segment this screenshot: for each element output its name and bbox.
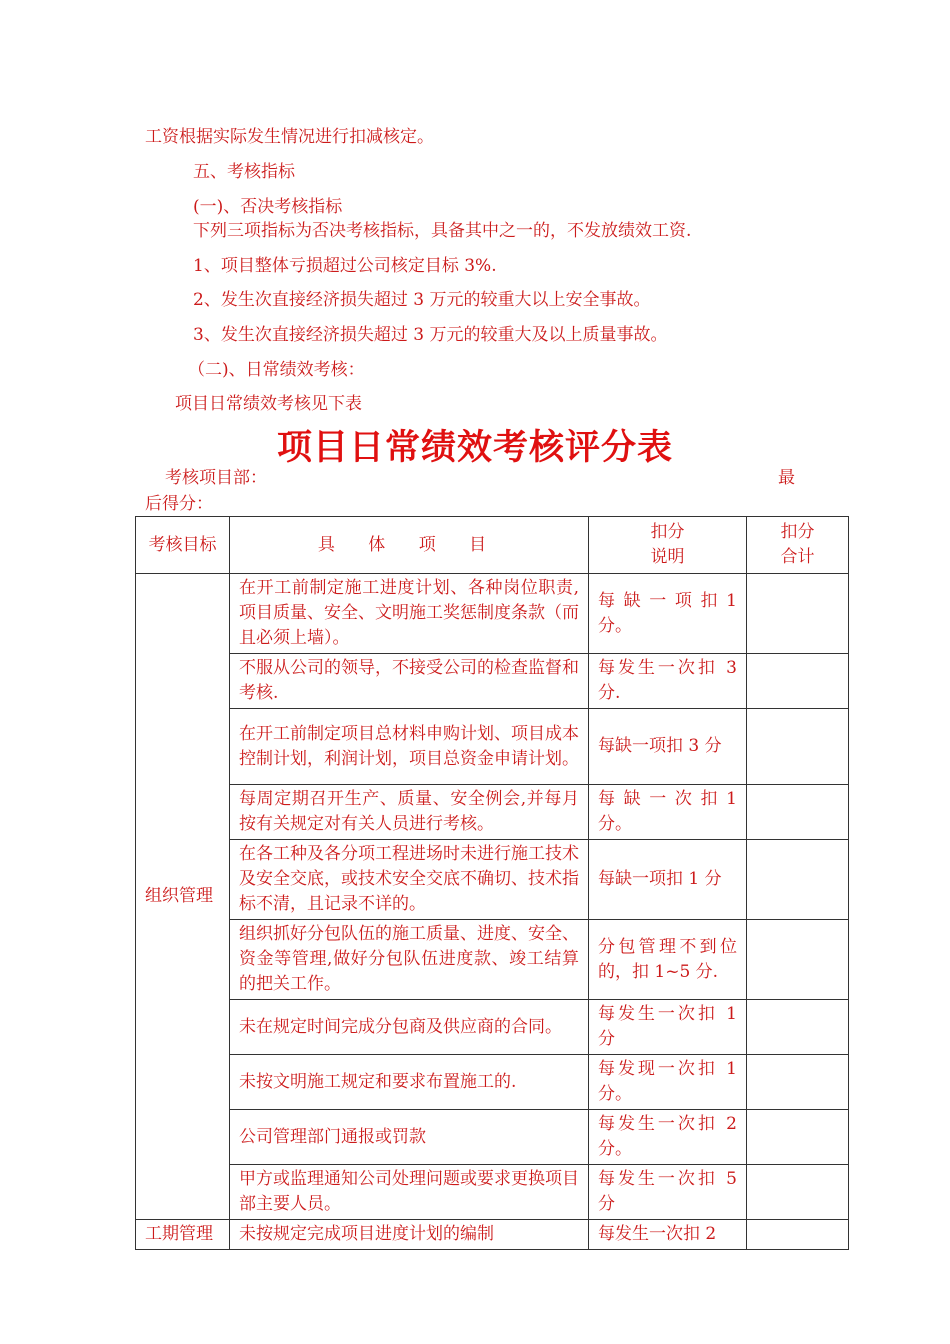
category-org-management: 组织管理 [136, 574, 230, 1220]
row-note: 每 缺 一 次 扣 1 分。 [589, 785, 747, 840]
table-row [136, 574, 849, 654]
heading-daily-assessment: （二)、日常绩效考核： [188, 360, 365, 380]
row-item: 未按文明施工规定和要求布置施工的. [230, 1055, 589, 1110]
row-total [747, 1110, 849, 1165]
row-note: 每发生一次扣 1 分 [589, 1000, 747, 1055]
row-note: 每缺一项扣 3 分 [589, 709, 747, 785]
row-total [747, 1220, 849, 1250]
row-item: 未在规定时间完成分包商及供应商的合同。 [230, 1000, 589, 1055]
header-item [230, 517, 589, 574]
row-item: 未按规定完成项目进度计划的编制 [230, 1220, 589, 1250]
table-row [136, 1220, 849, 1250]
final-score-label-part2: 后得分： [145, 494, 213, 514]
paragraph-veto-intro: 下列三项指标为否决考核指标，具备其中之一的，不发放绩效工资. [193, 221, 692, 241]
row-item: 甲方或监理通知公司处理问题或要求更换项目部主要人员。 [230, 1165, 589, 1220]
row-total [747, 920, 849, 1000]
row-note: 分包管理不到位的，扣 1~5 分. [589, 920, 747, 1000]
header-target: 考核目标 [136, 517, 230, 574]
table-row [136, 1110, 849, 1165]
table-row [136, 1055, 849, 1110]
table-row [136, 1165, 849, 1220]
table-header-row [136, 517, 849, 574]
veto-item-2: 2、发生次直接经济损失超过 3 万元的较重大以上安全事故。 [193, 290, 651, 310]
row-item: 在开工前制定项目总材料申购计划、项目成本控制计划，利润计划，项目总资金申请计划。 [230, 709, 589, 785]
heading-veto-indicators: (一)、否决考核指标 [193, 197, 343, 217]
header-note [589, 517, 747, 574]
row-total [747, 840, 849, 920]
row-note: 每发生一次扣 5 分 [589, 1165, 747, 1220]
score-table [135, 516, 849, 1250]
header-total [747, 517, 849, 574]
row-item: 组织抓好分包队伍的施工质量、进度、安全、资金等管理,做好分包队伍进度款、竣工结算的把关工作。 [230, 920, 589, 1000]
veto-item-3: 3、发生次直接经济损失超过 3 万元的较重大及以上质量事故。 [193, 325, 668, 345]
row-note: 每发现一次扣 1 分。 [589, 1055, 747, 1110]
dept-label: 考核项目部： [165, 468, 267, 488]
row-item: 每周定期召开生产、质量、安全例会,并每月按有关规定对有关人员进行考核。 [230, 785, 589, 840]
table-row [136, 654, 849, 709]
final-score-label-part1: 最 [778, 468, 795, 488]
row-total [747, 1165, 849, 1220]
header-total-line1: 扣分 [780, 522, 815, 542]
header-item-label: 具 体 项 目 [317, 534, 501, 555]
row-note: 每缺一项扣 1 分 [589, 840, 747, 920]
row-item: 公司管理部门通报或罚款 [230, 1110, 589, 1165]
row-item: 在开工前制定施工进度计划、各种岗位职责,项目质量、安全、文明施工奖惩制度条款（而且必须上墙）。 [230, 574, 589, 654]
heading-assessment-indicators: 五、考核指标 [193, 162, 295, 182]
table-title: 项目日常绩效考核评分表 [276, 428, 673, 468]
table-row [136, 709, 849, 785]
row-note: 每发生一次扣 3 分. [589, 654, 747, 709]
row-total [747, 654, 849, 709]
header-note-line2: 说明 [650, 547, 685, 567]
row-total [747, 1055, 849, 1110]
paragraph-salary: 工资根据实际发生情况进行扣减核定。 [145, 127, 434, 147]
row-note: 每 缺 一 项 扣 1 分。 [589, 574, 747, 654]
row-item: 在各工种及各分项工程进场时未进行施工技术及安全交底，或技术安全交底不确切、技术指标不清，且记录不详的。 [230, 840, 589, 920]
row-note: 每发生一次扣 2 [589, 1220, 747, 1250]
row-total [747, 1000, 849, 1055]
row-total [747, 785, 849, 840]
header-total-line2: 合计 [780, 547, 815, 567]
header-note-line1: 扣分 [650, 522, 685, 542]
table-row [136, 1000, 849, 1055]
table-row [136, 785, 849, 840]
row-total [747, 709, 849, 785]
veto-item-1: 1、项目整体亏损超过公司核定目标 3%. [193, 256, 497, 276]
category-schedule-management: 工期管理 [136, 1220, 230, 1250]
table-row [136, 840, 849, 920]
row-note: 每发生一次扣 2 分。 [589, 1110, 747, 1165]
row-item: 不服从公司的领导，不接受公司的检查监督和考核. [230, 654, 589, 709]
row-total [747, 574, 849, 654]
table-row [136, 920, 849, 1000]
paragraph-see-table: 项目日常绩效考核见下表 [175, 394, 362, 414]
